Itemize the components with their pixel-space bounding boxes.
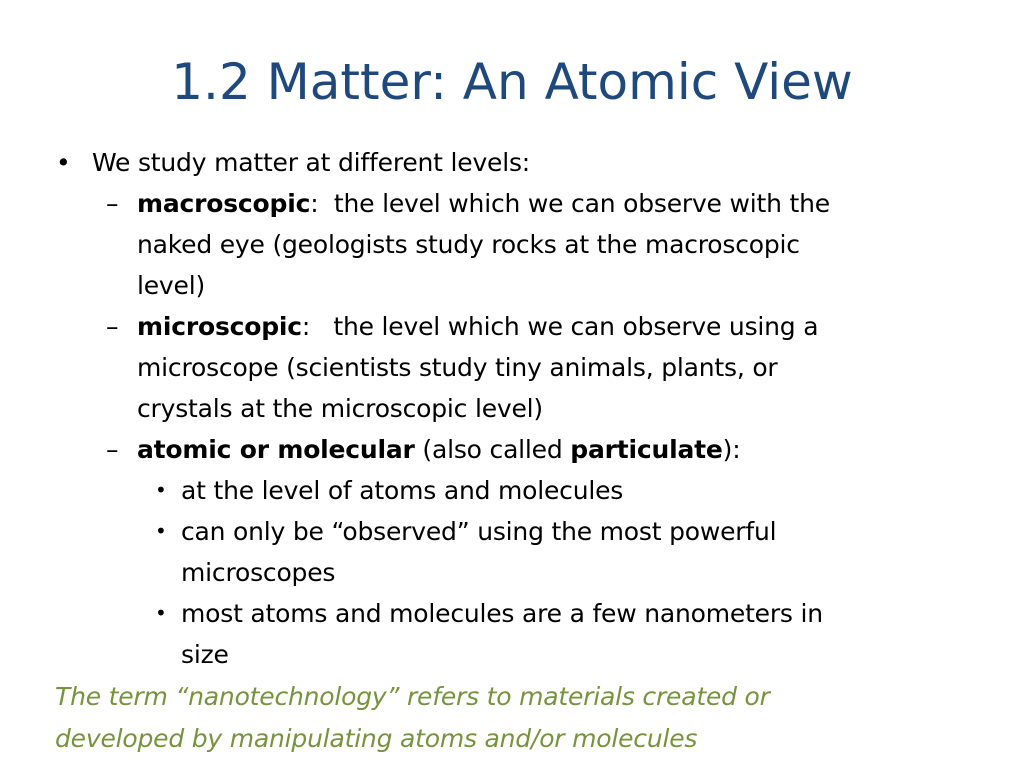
sub-sub-item-continuation [56,552,976,593]
sub-sub-item-nanometers [56,593,976,634]
term-colon: : [310,189,319,218]
bullet-marker: • [155,478,167,502]
sub-item-continuation [56,347,976,388]
term-particulate: particulate [570,435,723,464]
slide-title: 1.2 Matter: An Atomic View [171,53,853,111]
term-microscopic: microscopic [137,312,302,341]
sub-sub-item-continuation [56,634,976,675]
sub-sub-item-text: microscopes [181,558,336,587]
atomic-after-term2: ): [722,435,741,464]
slide-body [56,142,976,675]
sub-item-continuation [56,224,976,265]
sub-sub-item-observed [56,511,976,552]
bullet-marker: • [56,148,71,177]
term-atomic-or-molecular: atomic or molecular [137,435,415,464]
microscopic-line-2: microscope (scientists study tiny animals, plants, or [137,353,778,382]
sub-sub-item-atoms-level [56,470,976,511]
macroscopic-line-2: naked eye (geologists study rocks at the macroscopic [137,230,800,259]
sub-item-continuation [56,265,976,306]
dash-marker: – [106,189,119,218]
macroscopic-line-3: level) [137,271,206,300]
dash-marker: – [106,312,119,341]
term-colon: : [301,312,311,341]
note-line: The term “nanotechnology” refers to materials created or [55,682,770,711]
dash-marker: – [106,435,119,464]
sub-sub-item-text: can only be “observed” using the most powerful [181,517,777,546]
intro-text: We study matter at different levels: [92,148,531,177]
bullet-marker: • [155,519,167,543]
sub-sub-item-text: size [181,640,229,669]
note-line: developed by manipulating atoms and/or molecules [55,724,698,753]
bullet-marker: • [155,601,167,625]
microscopic-line-3: crystals at the microscopic level) [137,394,543,423]
sub-item-microscopic [56,306,976,347]
microscopic-line-1: the level which we can observe using a [310,312,819,341]
macroscopic-line-1: the level which we can observe with the [318,189,830,218]
nanotechnology-note [55,676,995,760]
sub-sub-item-text: at the level of atoms and molecules [181,476,624,505]
bullet-item-intro [56,142,976,183]
sub-sub-item-text: most atoms and molecules are a few nanometers in [181,599,823,628]
atomic-after-term: (also called [414,435,571,464]
sub-item-continuation [56,388,976,429]
term-macroscopic: macroscopic [137,189,311,218]
sub-item-atomic [56,429,976,470]
sub-item-macroscopic [56,183,976,224]
